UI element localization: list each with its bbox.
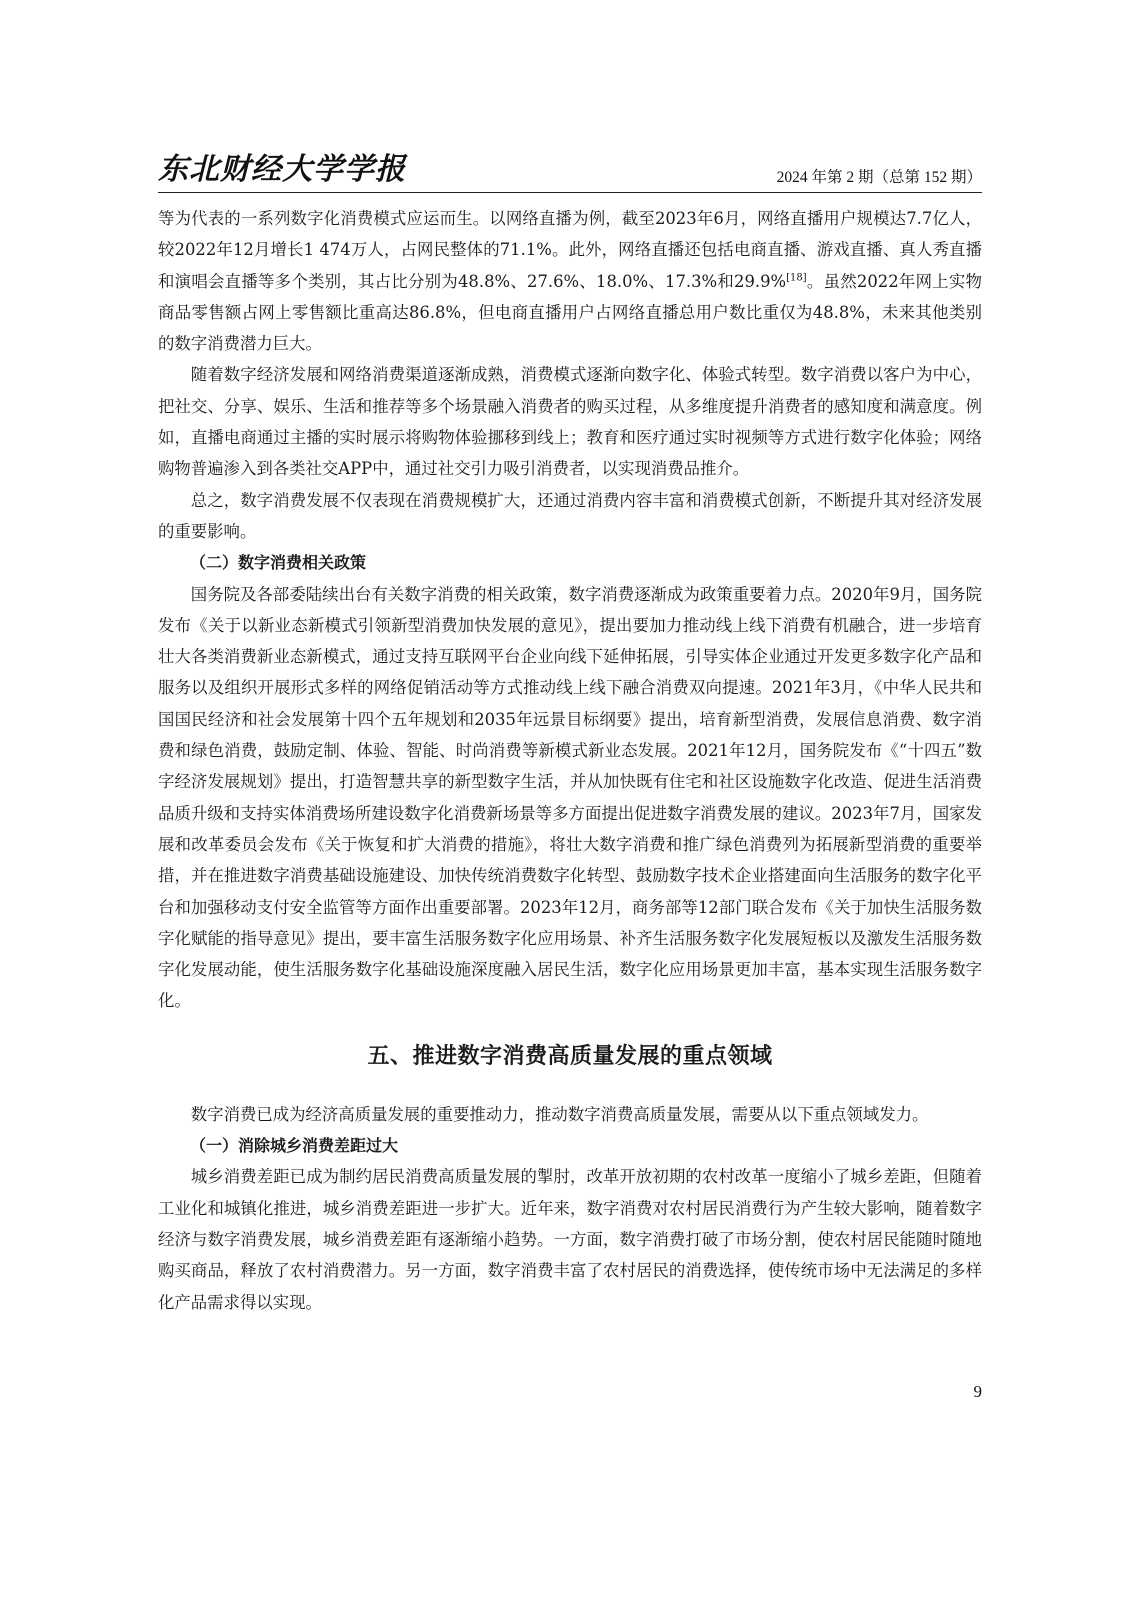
paragraph: 随着数字经济发展和网络消费渠道逐渐成熟，消费模式逐渐向数字化、体验式转型。数字消费以客户为中心，把社交、分享、娱乐、生活和推荐等多个场景融入消费者的购买过程，从多维度提升消费者的感知度和满意度。例如，直播电商通过主播的实时展示将购物体验挪移到线上；教育和医疗通过实时视频等方式进行数字化体验；网络购物普遍渗入到各类社交APP中，通过社交引力吸引消费者，以实现消费品推介。 — [158, 365, 982, 479]
journal-name: 东北财经大学学报 — [158, 152, 406, 187]
page-number: 9 — [973, 1382, 982, 1401]
paragraph: 总之，数字消费发展不仅表现在消费规模扩大，还通过消费内容丰富和消费模式创新，不断提升其对经济发展的重要影响。 — [158, 490, 982, 541]
subsection-heading-urban-rural: （一）消除城乡消费差距过大 — [190, 1136, 399, 1156]
paragraph: 国务院及各部委陆续出台有关数字消费的相关政策，数字消费逐渐成为政策重要着力点。2020年9月，国务院发布《关于以新业态新模式引领新型消费加快发展的意见》，提出要加力推动线上线下消费有机融合，进一步培育壮大各类消费新业态新模式，通过支持互联网平台企业向线下延伸拓展，引导实体企业通过开发更多数字化产品和服务以及组织开展形式多样的网络促销活动等方式推动线上线下融合消费双向提速。2021年3月，《中华人民共和国国民经济和社会发展第十四个五年规划和2035年远景目标纲要》提出，培育新型消费，发展信息消费、数字消费和绿色消费，鼓励定制、体验、智能、时尚消费等新模式新业态发展。2021年12月，国务院发布《“十四五”数字经济发展规划》提出，打造智慧共享的新型数字生活，并从加快既有住宅和社区设施数字化改造、促进生活消费品质升级和支持实体消费场所建设数字化消费新场景等多方面提出促进数字消费发展的建议。2023年7月，国家发展和改革委员会发布《关于恢复和扩大消费的措施》，将壮大数字消费和推广绿色消费列为拓展新型消费的重要举措，并在推进数字消费基础设施建设、加快传统消费数字化转型、鼓励数字技术企业搭建面向生活服务的数字化平台和加强移动支付安全监管等方面作出重要部署。2023年12月，商务部等12部门联合发布《关于加快生活服务数字化赋能的指导意见》提出，要丰富生活服务数字化应用场景、补齐生活服务数字化发展短板以及激发生活服务数字化发展动能，使生活服务数字化基础设施深度融入居民生活，数字化应用场景更加丰富，基本实现生活服务数字化。 — [158, 584, 982, 1011]
paragraph-text: 。虽然2022年网上实物商品零售额占网上零售额比重高达86.8%，但电商直播用户占网络直播总用户数比重仅为48.8%，未来其他类别的数字消费潜力巨大。 — [158, 271, 982, 354]
journal-page — [158, 150, 982, 1318]
subsection-heading-policy: （二）数字消费相关政策 — [190, 553, 367, 573]
paragraph: 数字消费已成为经济高质量发展的重要推动力，推动数字消费高质量发展，需要从以下重点领域发力。 — [190, 1104, 929, 1124]
paragraph-text: 等为代表的一系列数字化消费模式应运而生。以网络直播为例，截至2023年6月，网络直播用户规模达7.7亿人，较2022年12月增长1 474万人，占网民整体的71.1%。此外，网络直播还包括电商直播、游戏直播、真人秀直播和演唱会直播等多个类别，其占比分别为48.8%、27.6%、18.0%、17.3%和29.9% — [158, 209, 982, 291]
running-header — [158, 150, 982, 193]
citation-ref: [18] — [786, 272, 807, 284]
article-body — [158, 203, 982, 1318]
paragraph: 城乡消费差距已成为制约居民消费高质量发展的掣肘，改革开放初期的农村改革一度缩小了城乡差距，但随着工业化和城镇化推进，城乡消费差距进一步扩大。近年来，数字消费对农村居民消费行为产生较大影响，随着数字经济与数字消费发展，城乡消费差距有逐渐缩小趋势。一方面，数字消费打破了市场分割，使农村居民能随时随地购买商品，释放了农村消费潜力。另一方面，数字消费丰富了农村居民的消费选择，使传统市场中无法满足的多样化产品需求得以实现。 — [158, 1167, 982, 1312]
section-title: 五、推进数字消费高质量发展的重点领域 — [367, 1043, 773, 1069]
issue-info: 2024 年第 2 期（总第 152 期） — [776, 169, 982, 186]
paragraph-continued — [158, 203, 982, 359]
